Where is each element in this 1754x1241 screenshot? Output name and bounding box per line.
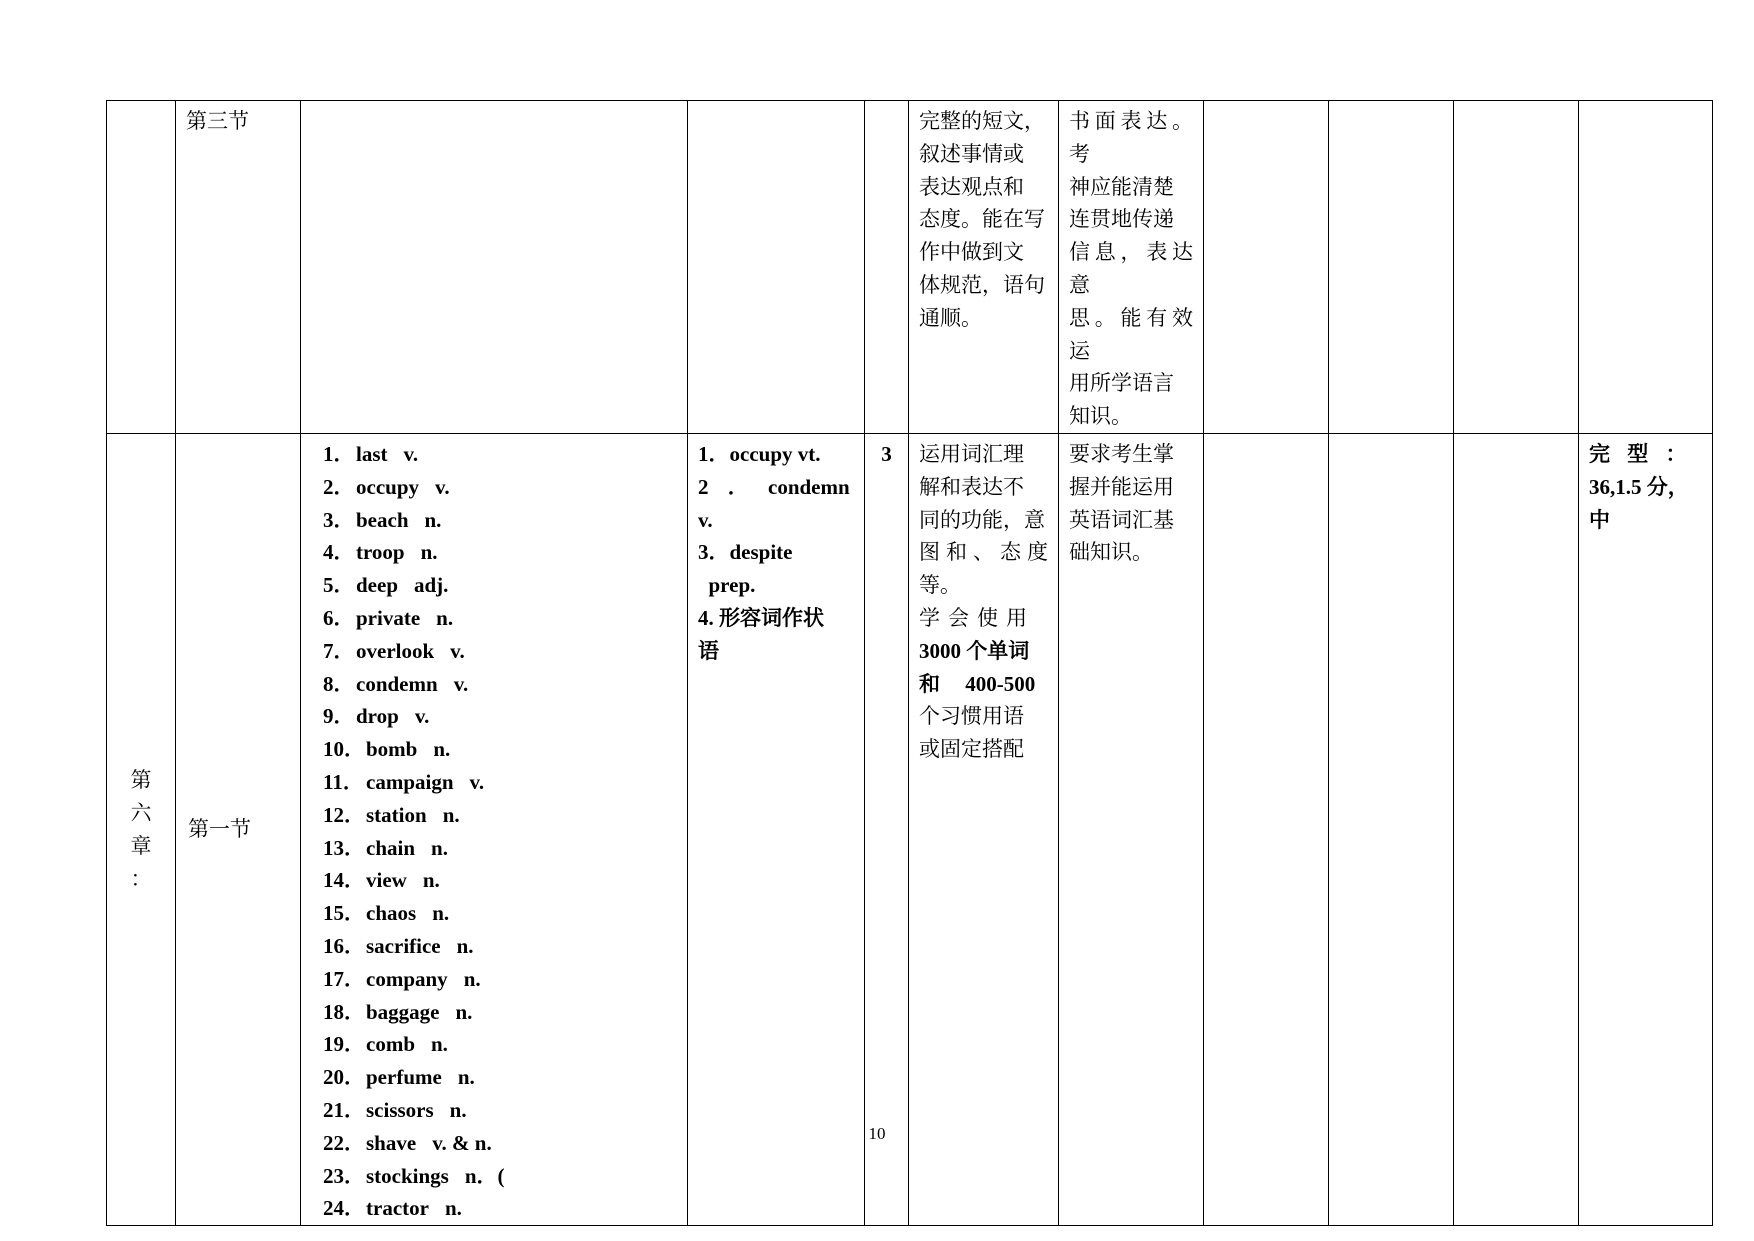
exam-line: 中: [1589, 507, 1610, 532]
vocab-number: 6．: [323, 605, 355, 630]
vocab-word: station: [366, 802, 427, 827]
vocab-number: 19．: [323, 1032, 365, 1057]
vocab-pos: n.: [442, 802, 460, 827]
vocab-pos: n.: [433, 737, 451, 762]
vocab-pos: v.: [453, 671, 469, 696]
vocab-word: company: [366, 966, 448, 991]
vocab-word: drop: [356, 704, 399, 729]
chapter-char: 章: [130, 833, 152, 858]
objective-cell: [909, 101, 1059, 434]
vocab-word: beach: [356, 507, 409, 532]
vocab-word: chaos: [366, 901, 417, 926]
chapter-char: 第: [130, 767, 152, 792]
key-point-line: 1．occupy vt.: [698, 441, 821, 466]
vocab-pos: v.: [435, 474, 450, 499]
syllabus-table: [106, 100, 1713, 1226]
vocab-item: [323, 438, 677, 471]
vocab-pos: v.: [414, 704, 430, 729]
objective-line: 学会使用: [919, 605, 1035, 630]
section-label: 第一节: [188, 817, 251, 842]
page-number: 10: [868, 1124, 886, 1143]
vocab-pos: n.: [444, 1196, 462, 1221]
vocab-number: 15．: [323, 901, 365, 926]
vocab-item: [323, 996, 677, 1029]
objective-line: 表达观点和: [919, 174, 1024, 199]
objective-line: 或固定搭配: [919, 737, 1024, 762]
vocab-item: [323, 799, 677, 832]
vocab-item: [323, 536, 677, 569]
count-cell: [865, 101, 909, 434]
empty-cell: [1329, 433, 1454, 1225]
key-point-line: 2 ． condemn: [698, 474, 850, 499]
empty-cell: [1329, 101, 1454, 434]
table-row: [107, 101, 1713, 434]
objective-cell: [909, 433, 1059, 1225]
vocab-number: 10．: [323, 737, 365, 762]
vocab-word: scissors: [366, 1097, 434, 1122]
vocab-word: troop: [356, 540, 405, 565]
vocab-pos: n.: [420, 540, 438, 565]
objective-line: 解和表达不: [919, 474, 1024, 499]
vocab-item: [323, 1061, 677, 1094]
objective-line: 和 400-500: [919, 671, 1036, 696]
vocab-word: comb: [366, 1032, 415, 1057]
vocab-number: 18．: [323, 999, 365, 1024]
vocab-number: 3．: [323, 507, 355, 532]
chapter-char: ：: [130, 866, 152, 891]
requirement-line: 英语词汇基: [1069, 507, 1174, 532]
objective-line: 同的功能，意: [919, 507, 1045, 532]
vocab-pos: n.: [455, 999, 473, 1024]
requirement-line: 书面表达。考: [1069, 109, 1193, 166]
vocab-pos: n．(: [464, 1163, 505, 1188]
vocab-number: 2．: [323, 474, 355, 499]
vocab-pos: n.: [457, 1065, 475, 1090]
vocab-item: [323, 733, 677, 766]
vocab-pos: n.: [449, 1097, 467, 1122]
vocab-pos: n.: [436, 605, 454, 630]
exam-cell: [1579, 101, 1713, 434]
objective-line: 体规范，语句: [919, 272, 1045, 297]
vocab-word: perfume: [366, 1065, 442, 1090]
vocab-number: 7．: [323, 638, 355, 663]
requirement-line: 础知识。: [1069, 540, 1153, 565]
vocab-pos: v.: [403, 441, 419, 466]
key-point-line: 语: [698, 638, 719, 663]
empty-cell: [1204, 101, 1329, 434]
vocab-number: 17．: [323, 966, 365, 991]
vocab-pos: n.: [424, 507, 442, 532]
vocab-number: 22．: [323, 1130, 365, 1155]
vocab-item: [323, 864, 677, 897]
vocab-number: 16．: [323, 933, 365, 958]
vocab-item: [323, 668, 677, 701]
vocab-pos: adj.: [414, 573, 449, 598]
requirement-line: 要求考生掌: [1069, 441, 1174, 466]
requirement-line: 信息，表达意: [1069, 240, 1193, 297]
exam-cell: [1579, 433, 1713, 1225]
vocab-word: campaign: [366, 769, 454, 794]
empty-cell: [1454, 101, 1579, 434]
vocab-item: [323, 963, 677, 996]
vocab-pos: v.: [469, 769, 485, 794]
vocab-item: [323, 766, 677, 799]
vocab-word: private: [356, 605, 421, 630]
vocab-item: [323, 897, 677, 930]
section-label: 第三节: [186, 109, 249, 133]
vocab-word: shave: [366, 1130, 417, 1155]
vocab-number: 24．: [323, 1196, 365, 1221]
objective-line: 叙述事情或: [919, 141, 1024, 166]
chapter-cell: [107, 101, 176, 434]
vocab-number: 12．: [323, 802, 365, 827]
vocab-word: tractor: [366, 1196, 429, 1221]
exam-line: 完 型 ：: [1589, 441, 1687, 466]
count-cell: [865, 433, 909, 1225]
vocab-number: 11．: [323, 769, 364, 794]
empty-cell: [1204, 433, 1329, 1225]
section-cell: [176, 433, 301, 1225]
vocab-word: overlook: [356, 638, 435, 663]
vocab-number: 9．: [323, 704, 355, 729]
vocab-item: [323, 569, 677, 602]
vocab-item: [323, 635, 677, 668]
vocab-number: 4．: [323, 540, 355, 565]
key-point-line: 3．despite: [698, 540, 793, 565]
requirement-line: 握并能运用: [1069, 474, 1174, 499]
count-value: 3: [881, 441, 892, 466]
key-point-line: 4. 形容词作状: [698, 605, 824, 630]
objective-line: 态度。能在写: [919, 207, 1045, 232]
vocab-item: [323, 1094, 677, 1127]
key-points-cell: [688, 433, 865, 1225]
vocab-item: [323, 930, 677, 963]
requirement-line: 用所学语言: [1069, 371, 1174, 396]
vocab-cell: [301, 433, 688, 1225]
vocab-number: 1．: [323, 441, 355, 466]
vocab-pos: n.: [422, 868, 440, 893]
objective-line: 运用词汇理: [919, 441, 1024, 466]
vocab-word: baggage: [366, 999, 440, 1024]
vocab-word: condemn: [356, 671, 438, 696]
requirement-line: 连贯地传递: [1069, 207, 1174, 232]
vocab-number: 23．: [323, 1163, 365, 1188]
empty-cell: [1454, 433, 1579, 1225]
requirement-cell: [1059, 101, 1204, 434]
requirement-line: 知识。: [1069, 404, 1132, 429]
requirement-line: 思。能有效运: [1069, 305, 1193, 363]
objective-line: 完整的短文，: [919, 109, 1045, 133]
vocab-cell: [301, 101, 688, 434]
requirement-cell: [1059, 433, 1204, 1225]
vocab-item: [323, 1192, 677, 1225]
objective-line: 图和、态度等。: [919, 540, 1048, 598]
vocab-pos: v.: [450, 638, 465, 663]
vocab-number: 14．: [323, 868, 365, 893]
vocab-word: bomb: [366, 737, 418, 762]
requirement-line: 神应能清楚: [1069, 174, 1174, 199]
vocab-word: occupy: [356, 474, 419, 499]
vocab-item: [323, 471, 677, 504]
vocab-word: last: [356, 441, 388, 466]
vocab-pos: n.: [463, 966, 481, 991]
vocab-item: [323, 832, 677, 865]
vocab-item: [323, 504, 677, 537]
vocab-item: [323, 700, 677, 733]
vocab-pos: n.: [431, 835, 448, 860]
vocab-word: chain: [366, 835, 416, 860]
vocab-number: 21．: [323, 1097, 365, 1122]
vocab-pos: n.: [432, 901, 450, 926]
key-point-line: prep.: [698, 573, 756, 598]
section-cell: [176, 101, 301, 434]
chapter-char: 六: [130, 800, 152, 825]
vocab-word: stockings: [366, 1163, 449, 1188]
vocab-item: [323, 1160, 677, 1193]
vocab-item: [323, 1028, 677, 1061]
vocab-word: deep: [356, 573, 398, 598]
chapter-cell: [107, 433, 176, 1225]
vocab-word: sacrifice: [366, 933, 441, 958]
key-point-line: v.: [698, 507, 713, 532]
key-points-cell: [688, 101, 865, 434]
vocab-pos: n.: [456, 933, 474, 958]
objective-line: 3000 个单词: [919, 638, 1030, 663]
objective-line: 个习惯用语: [919, 704, 1024, 729]
vocab-word: view: [366, 868, 407, 893]
exam-line: 36,1.5 分，: [1589, 474, 1689, 499]
vocab-number: 13．: [323, 835, 365, 860]
vocab-number: 20．: [323, 1065, 365, 1090]
vocab-item: [323, 602, 677, 635]
vocab-number: 8．: [323, 671, 355, 696]
vocab-number: 5．: [323, 573, 355, 598]
table-row: [107, 433, 1713, 1225]
vocab-pos: n.: [431, 1032, 448, 1057]
vocab-pos: v. & n.: [432, 1130, 492, 1155]
objective-line: 作中做到文: [919, 240, 1024, 265]
objective-line: 通顺。: [919, 305, 982, 330]
